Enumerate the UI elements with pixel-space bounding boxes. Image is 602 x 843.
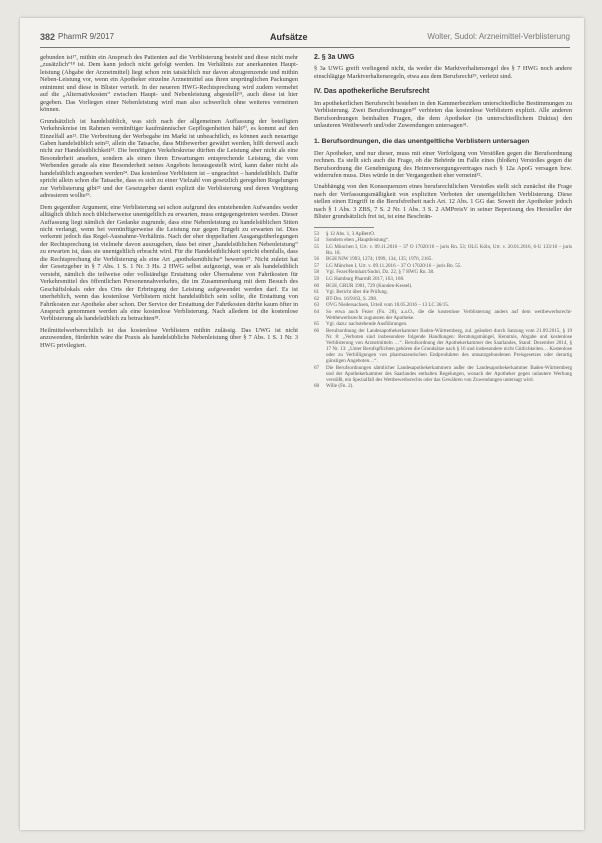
body-paragraph: Unabhängig von den Konsequenzen eines berufsrechtlichen Verstoßes stellt sich zunächst die Frage nach der Verfassungsmäßigkeit von expliziten Verboten der unentgeltlichen Verblisterung. Diese stellen einen Eingriff in die Berufsfreiheit nach Art. 12 Abs. 1 GG dar. Soweit der Apotheker jedoch nach § 1 Abs. 3 ZBS, 7 S. 2 Nr. 1 Abs. 3 S. 2 AMPreisV in seiner Bepreisung des Hersteller der Blister grundsätzlich frei ist, ist eine Beschrän- [314, 183, 572, 221]
body-paragraph: § 3a UWG greift vorliegend nicht, da weder die Marktverhaltensregel des § 7 HWG noch andere einschlägige Marktverhaltensregeln, etwa aus dem Berufsrecht²⁹, verletzt sind. [314, 65, 572, 80]
footnote-rule [314, 227, 374, 228]
header-rule [40, 47, 570, 48]
document-page [20, 18, 584, 830]
left-column [40, 54, 298, 353]
subsection-heading: 1. Berufsordnungen, die das unentgeltliche Verblistern untersagen [314, 137, 530, 145]
body-paragraph: gebunden ist¹⁷, mithin ein Anspruch des Patienten auf die Verblisterung besteht und diese nicht mehr „zusätzlich“¹⁸ ist. Dem kann jedoch nicht gefolgt werden. Im Verhältnis zur anerkannten Hauptleistung (Abgabe der Arzneimittel) liegt schon rein tatsächlich nur davon abzugrenzende und mithin Neben-Leistung vor, wenn ein Apotheker einzelne Arzneimittel aus ihren ursprünglichen Packungen entnimmt und diese in Blister verteilt. In der neueren HWG-Rechtsprechung wird zudem vermehrt auf die „Alternativkosten“ zwischen Haupt- und Nebenleistung abgestellt¹⁹, auch diese ist hier gegeben. Das Vorliegen einer Nebenleistung wird man also schwerlich ohne weiteres verneinen können. [40, 54, 298, 114]
page-number: 382 [40, 32, 56, 42]
footnote: 61 Vgl. Bericht über die Prüfung. [314, 289, 388, 296]
footnote: 65 Vgl. dazu: nachstehende Ausführungen. [314, 321, 408, 328]
body-paragraph: Heilmittelwerberechtlich ist das kostenlose Verblistern mithin zulässig. Das UWG ist nicht anzuwenden, fürderhin wäre die Praxis als handelsübliche Nebenleistung über § 7 Abs. 1 S. 1 Nr. 3 HWG privilegiert. [40, 326, 298, 349]
footnote: 62 BT-Drs. 16/9163, S. 298. [314, 295, 378, 302]
footnote: 64 So etwa auch Fezer (Fn. 28), a.a.O., die die kostenlose Verblisterung anders auf dem wettbewerbsrecht-Wettbewerbsrecht zugunsten der Apotheke. [314, 308, 572, 321]
body-paragraph: Der Apotheker, und nur dieser, muss mit einer Verfolgung von Verstößen gegen die Berufsordnung rechnen. Es stellt sich auch die Frage, ob die Behörde im Falle eines (bloßen) Verstoßes gegen die Berufsordnung die Genehmigung des Heimversorgungsvertrages nach § 12a ApoG versagen bzw. widerrufen muss. Dies würde in der Vergangenheit eher verneint³². [314, 149, 572, 179]
footnote: 60 BGH, GRUR 1981, 729 (Kunden-Kessel). [314, 282, 413, 289]
journal-name: PharmR 9/2017 [58, 32, 115, 41]
section-heading: IV. Das apothekerliche Berufsrecht [314, 88, 430, 96]
body-paragraph: Dem gegenüber Argument, eine Verblisterung sei schon aufgrund des entstehenden Aufwandes weder alltäglich üblich noch üblicherweise unentgeltlich zu erwarten, muss entgegengetreten werden. Dieser Auffassung liegt nämlich der Gedanke zugrunde, dass eine Nebenleistung zu handelsüblichen Sitten nicht verlangt, wenn bei vernünftigerweise die Leistung nur gegen Entgelt zu erwarten ist. Dies verkennt jedoch das Regel-Ausnahme-Verhältnis. Nach der eher doppeltaften Ausgangsüberlegungen der Rechtsprechung ist vielmehr davon auszugehen, dass bei einer „handelsüblichen Nebenleistung“ zu erwarten ist, dass sie unentgeltlich erbracht wird. Für die Handelsüblichkeit spricht ebenfalls, dass die Rechtsprechung die Verblisterung als eine Art „apothekenübliche“ bewertet²⁷. Nicht zuletzt hat der Gesetzgeber in § 7 Abs. 1 S. 1 Nr. 3 Hs. 2 HWG selbst aufgezeigt, was er als handelsüblich versteht, nämlich die teilweise oder vollständige Erstattung oder Übernahme von Fahrtkosten für Verkehrsmittel des öffentlichen Personennahverkehrs, die im Zusammenhang mit dem Besuch des Geschäftslokals oder des Orts der Erbringung der Leistung aufgewendet werden darf. Es ist unerheblich, wenn das kostenlose Verblistern nicht handelsüblich sein sollte, die Erstattung von Fahrtkosten zur Apotheke aber schon. Der Service der Erstattung der Fahrtkosten dürfte kaum öfter in Anspruch genommen werden als eine kostenlose Verblisterung. Nach alledem ist die kostenlose Verblisterung als handelsüblich zu betrachten²⁸. [40, 203, 298, 323]
footnotes [314, 231, 572, 390]
body-paragraph: Grundsätzlich ist handelsüblich, was sich nach der allgemeinen Auffassung der beteiligten Verkehrskreise im Rahmen vernünftiger kaufmännischer Gepflogenheiten hält²⁰, es kommt auf den Einzelfall an²¹. Die Verbreitung der Werbegabe im Markt ist unbeachtlich, es können auch neuartige Gaben handelsüblich sein²², allein die Tatsache, dass Mitbewerber gewährt werden, hilft derweil auch nicht zur Handelsüblichkeit²³. Die benötigten Verkehrskreise dürften die Leistung aber nicht als eine Besonderheit ansehen, sondern als einen ihren Erwartungen entsprechende Leistung, die vom Werbenden gerade als eine Besonderheit seines Angebots herausgestellt wird, kann daher nicht als handelsüblich angesehen werden²⁴. Das kostenlose Verblistern ist – ungeachtet – handelsüblich. Dafür spricht allein schon die Tatsache, dass es sich zu einer Vielzahl von gesetzlich geregelten Regelungen zur Verblisterung gibt²⁵ und der Gesetzgeber damit explizit die Verblisterung und deren Vergütung adressieren wollte²⁶. [40, 117, 298, 200]
footnote: 67 Die Berufsordnungen sämtlicher Landesapothekerkammern außer der Landesapothekerkammer Baden-Württemberg und der Apothekerkammer des Saarlandes enthalten Regelungen, wonach der Apotheker gegen unlautere Werbung verstößt, ein Spezialfall des Wettbewerbsrechts oder das Gewähren von Zuwendungen untersagt wird. [314, 364, 572, 383]
footnote: 56 BGH NJW 1993, 1274; 1999, 134, 135; 1976, 2165. [314, 256, 433, 263]
footnote: 55 LG München I, Urt. v. 09.11.2016 – 37 O 17020/16 – juris Rn. 53; OLG Köln, Urt. v. 20.01.2016, 6-U 133/16 – juris Rn. 18. [314, 243, 572, 256]
footnote: 68 Wille (Fn. 2). [314, 383, 354, 390]
footnote: 54 Sondern eben „Hauptleistung“. [314, 237, 390, 244]
section-heading: 2. § 3a UWG [314, 54, 355, 61]
running-authors: Wolter, Sudol: Arzneimittel-Verblisterung [427, 32, 570, 41]
footnote: 53 § 12 Abs. 1, 3 ApBetrO. [314, 230, 376, 237]
footnote: 66 Berufsordnung der Landesapothekerkammer Baden-Württemberg, zul. geändert durch Satzung vom 21.09.2015, § 19 Nr. 8: „Verboten sind insbesondere folgende Handlungen: Beratungsmängel, Kenntnis, Abgabe und kostenlose Verblisterung von Arzneimitteln …“. Berufsordnung der Apothekerkammer des Saarlandes, Stand: Dezember 2014, § 17 Nr. 13: „Unter Berufspflichten gehören die Grundsätze nach § 16 und insbesondere nicht Gütlichkeiten… Kostenlose oder zu Verbilligungen von pharmazeutischen Endprodukten des umsatzgebundenen Preisgesetzes oder derartig günstigen Angeboten…“. [314, 327, 572, 365]
body-paragraph: Im apothekerlichen Berufsrecht bestehen in den Kammerbezirken unterschiedliche Bestimmungen zu Verblisterung. Zwei Berufsordnungen³⁰ verbieten das kostenlose Verblistern explizit. Alle anderen Berufsordnungen beinhalten Fragen, die dem Apotheker (in unterschiedlichem Duktus) den unlauteren Wettbewerb und/oder Zuwendungen untersagen³¹. [314, 99, 572, 130]
footnote: 57 LG München I, Urt. v. 09.11.2016 – 37 O 17020/16 – juris Rn. 55. [314, 262, 462, 269]
footnote: 58 Vgl. Fezer/Reinhart/Sudol, Dz. 22, § 7 HWG Rn. 38. [314, 269, 435, 276]
right-column [314, 54, 572, 390]
footnote: 63 OVG Niedersachsen, Urteil vom 18.05.2016 – 13 LC 36/15. [314, 302, 450, 309]
footnote: 59 LG Hamburg PharmR 2017, 163, 168. [314, 276, 405, 283]
section-label: Aufsätze [270, 32, 308, 42]
